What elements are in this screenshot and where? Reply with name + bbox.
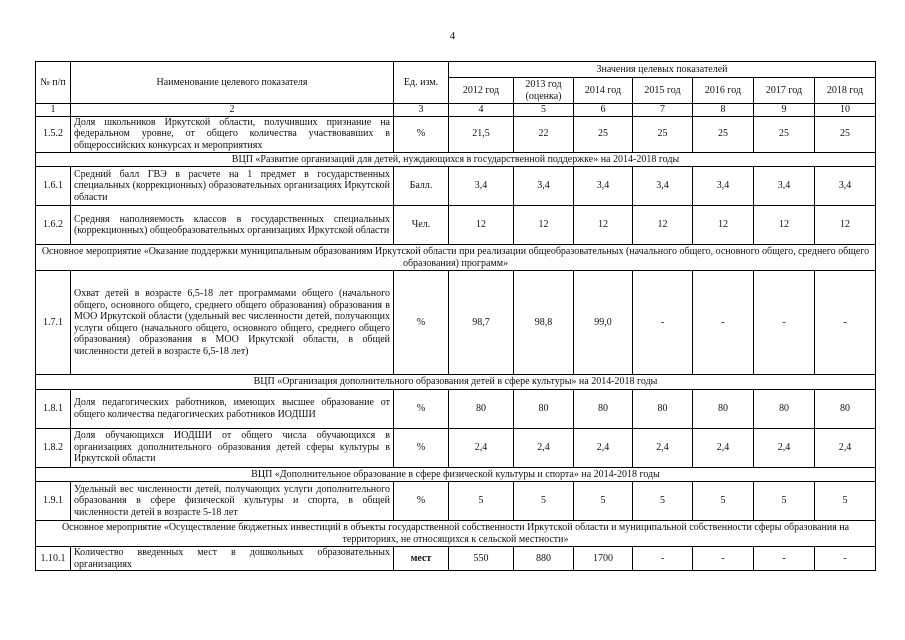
column-number: 1 xyxy=(36,104,71,117)
unit-cell: Балл. xyxy=(394,167,449,206)
section-row xyxy=(36,152,876,167)
row-number: 1.10.1 xyxy=(36,547,71,571)
header-year: 2012 год xyxy=(449,78,514,104)
value-cell: 98,8 xyxy=(514,271,574,375)
header-year: 2013 год (оценка) xyxy=(514,78,574,104)
value-cell: 5 xyxy=(815,482,876,521)
header-year: 2017 год xyxy=(754,78,815,104)
value-cell: 98,7 xyxy=(449,271,514,375)
value-cell: 25 xyxy=(815,116,876,152)
value-cell: 880 xyxy=(514,547,574,571)
value-cell: - xyxy=(633,271,693,375)
value-cell: 3,4 xyxy=(693,167,754,206)
column-number: 5 xyxy=(514,104,574,117)
header-name: Наименование целевого показателя xyxy=(71,62,394,104)
section-title: ВЦП «Организация дополнительного образования детей в сфере культуры» на 2014-2018 годы xyxy=(36,375,876,390)
indicator-name: Удельный вес численности детей, получающих услуги дополнительного образования в сфере физической культуры и спорта, в общей численности детей в возрасте 5-18 лет xyxy=(71,482,394,521)
value-cell: 80 xyxy=(815,389,876,428)
value-cell: 12 xyxy=(514,206,574,245)
value-cell: 25 xyxy=(633,116,693,152)
column-number: 8 xyxy=(693,104,754,117)
value-cell: 80 xyxy=(633,389,693,428)
value-cell: - xyxy=(693,547,754,571)
table-row xyxy=(36,389,876,428)
value-cell: 22 xyxy=(514,116,574,152)
value-cell: 5 xyxy=(449,482,514,521)
table-row xyxy=(36,167,876,206)
header-year: 2018 год xyxy=(815,78,876,104)
value-cell: 2,4 xyxy=(693,428,754,467)
value-cell: 3,4 xyxy=(514,167,574,206)
value-cell: 25 xyxy=(754,116,815,152)
row-number: 1.7.1 xyxy=(36,271,71,375)
value-cell: 1700 xyxy=(574,547,633,571)
value-cell: 5 xyxy=(514,482,574,521)
header-unit: Ед. изм. xyxy=(394,62,449,104)
header-year: 2015 год xyxy=(633,78,693,104)
value-cell: 2,4 xyxy=(574,428,633,467)
value-cell: 80 xyxy=(754,389,815,428)
value-cell: 5 xyxy=(693,482,754,521)
column-number: 3 xyxy=(394,104,449,117)
value-cell: 80 xyxy=(693,389,754,428)
value-cell: 25 xyxy=(693,116,754,152)
value-cell: 21,5 xyxy=(449,116,514,152)
section-row xyxy=(36,467,876,482)
value-cell: 80 xyxy=(574,389,633,428)
value-cell: 12 xyxy=(693,206,754,245)
unit-cell: % xyxy=(394,271,449,375)
value-cell: 550 xyxy=(449,547,514,571)
section-row xyxy=(36,375,876,390)
section-title: Основное мероприятие «Осуществление бюджетных инвестиций в объекты государственной собственности Иркутской области и муниципальной собственности сферы образования на территориях, не относящихся к сельской местности» xyxy=(36,521,876,547)
row-number: 1.8.1 xyxy=(36,389,71,428)
header-year: 2014 год xyxy=(574,78,633,104)
section-title: ВЦП «Дополнительное образование в сфере физической культуры и спорта» на 2014-2018 годы xyxy=(36,467,876,482)
value-cell: 2,4 xyxy=(514,428,574,467)
indicator-name: Доля школьников Иркутской области, получивших признание на федеральном уровне, от общего количества участвовавших в общероссийских конкурсах и мероприятиях xyxy=(71,116,394,152)
row-number: 1.9.1 xyxy=(36,482,71,521)
value-cell: 3,4 xyxy=(633,167,693,206)
section-row xyxy=(36,521,876,547)
value-cell: 12 xyxy=(449,206,514,245)
value-cell: 80 xyxy=(514,389,574,428)
unit-cell: Чел. xyxy=(394,206,449,245)
row-number: 1.6.1 xyxy=(36,167,71,206)
value-cell: 12 xyxy=(815,206,876,245)
unit-cell: % xyxy=(394,116,449,152)
header-year: 2016 год xyxy=(693,78,754,104)
value-cell: 2,4 xyxy=(754,428,815,467)
table-row xyxy=(36,271,876,375)
value-cell: 2,4 xyxy=(815,428,876,467)
section-title: Основное мероприятие «Оказание поддержки муниципальным образованиям Иркутской области при реализации общеобразовательных (начального общего, основного общего, среднего общего образования) программ» xyxy=(36,245,876,271)
column-number: 10 xyxy=(815,104,876,117)
section-title: ВЦП «Развитие организаций для детей, нуждающихся в государственной поддержке» на 2014-2018 годы xyxy=(36,152,876,167)
value-cell: - xyxy=(815,547,876,571)
value-cell: 25 xyxy=(574,116,633,152)
unit-cell: % xyxy=(394,428,449,467)
indicator-name: Доля педагогических работников, имеющих высшее образование от общего количества педагогических работников ИОДШИ xyxy=(71,389,394,428)
value-cell: 2,4 xyxy=(449,428,514,467)
page-number: 4 xyxy=(449,30,456,42)
value-cell: 12 xyxy=(574,206,633,245)
header-values-group: Значения целевых показателей xyxy=(449,62,876,78)
value-cell: 2,4 xyxy=(633,428,693,467)
indicator-name: Охват детей в возрасте 6,5-18 лет программами общего (начального общего, основного общего, среднего общего образования) образования в МОО Иркутской области (удельный вес численности детей, получающих услуги общего (начального общего, основного общего, среднего общего образования) образования в МОО Иркутской области, в общей численности детей в возрасте 6,5-18 лет) xyxy=(71,271,394,375)
value-cell: 5 xyxy=(574,482,633,521)
column-number: 2 xyxy=(71,104,394,117)
header-num: № п/п xyxy=(36,62,71,104)
table-row xyxy=(36,116,876,152)
value-cell: 3,4 xyxy=(449,167,514,206)
value-cell: - xyxy=(633,547,693,571)
value-cell: 99,0 xyxy=(574,271,633,375)
row-number: 1.8.2 xyxy=(36,428,71,467)
indicator-name: Средний балл ГВЭ в расчете на 1 предмет в государственных специальных (коррекционных) образовательных организациях Иркутской области xyxy=(71,167,394,206)
value-cell: 3,4 xyxy=(754,167,815,206)
value-cell: 3,4 xyxy=(815,167,876,206)
value-cell: - xyxy=(754,271,815,375)
row-number: 1.5.2 xyxy=(36,116,71,152)
value-cell: 12 xyxy=(633,206,693,245)
table-row xyxy=(36,428,876,467)
value-cell: 5 xyxy=(754,482,815,521)
unit-cell: % xyxy=(394,482,449,521)
column-number: 4 xyxy=(449,104,514,117)
table-row xyxy=(36,482,876,521)
value-cell: 12 xyxy=(754,206,815,245)
indicator-name: Доля обучающихся ИОДШИ от общего числа обучающихся в организациях дополнительного образования детей сферы культуры в Иркутской области xyxy=(71,428,394,467)
value-cell: 80 xyxy=(449,389,514,428)
value-cell: - xyxy=(815,271,876,375)
column-number: 7 xyxy=(633,104,693,117)
table-row xyxy=(36,547,876,571)
column-number: 9 xyxy=(754,104,815,117)
unit-cell: мест xyxy=(394,547,449,571)
value-cell: 3,4 xyxy=(574,167,633,206)
indicator-name: Средняя наполняемость классов в государственных специальных (коррекционных) общеобразовательных организациях Иркутской области xyxy=(71,206,394,245)
section-row xyxy=(36,245,876,271)
column-number: 6 xyxy=(574,104,633,117)
value-cell: 5 xyxy=(633,482,693,521)
indicators-table xyxy=(35,61,876,571)
value-cell: - xyxy=(693,271,754,375)
table-row xyxy=(36,206,876,245)
value-cell: - xyxy=(754,547,815,571)
unit-cell: % xyxy=(394,389,449,428)
indicator-name: Количество введенных мест в дошкольных образовательных организациях xyxy=(71,547,394,571)
row-number: 1.6.2 xyxy=(36,206,71,245)
